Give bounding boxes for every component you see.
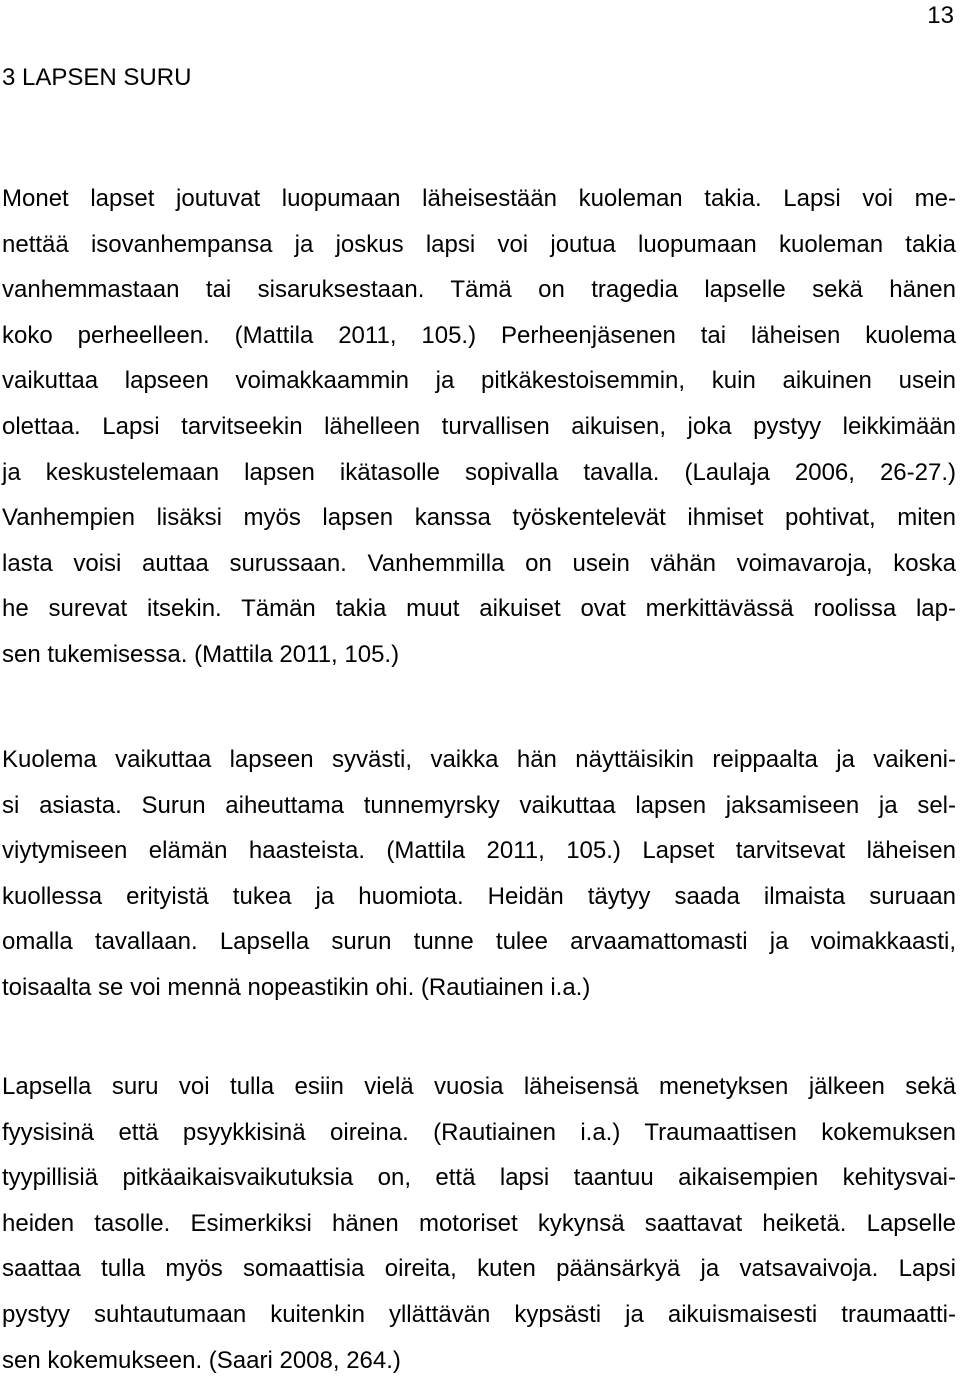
text-line: Monet lapset joutuvat luopumaan läheisestään kuoleman takia. Lapsi voi me- <box>2 185 956 212</box>
paragraph-1 <box>2 176 956 678</box>
text-line: he surevat itsekin. Tämän takia muut aikuiset ovat merkittävässä roolissa lap- <box>2 595 956 623</box>
text-line: si asiasta. Surun aiheuttama tunnemyrsky vaikuttaa lapsen jaksamiseen ja sel- <box>2 791 956 819</box>
paragraph-3 <box>2 1064 956 1383</box>
text-line: sen kokemukseen. (Saari 2008, 264.) <box>2 1346 401 1374</box>
chapter-heading: 3 LAPSEN SURU <box>2 64 192 91</box>
text-line: omalla tavallaan. Lapsella surun tunne tulee arvaamattomasti ja voimakkaasti, <box>2 928 956 956</box>
text-line: Lapsella suru voi tulla esiin vielä vuosia läheisensä menetyksen jälkeen sekä <box>2 1073 956 1100</box>
page-number: 13 <box>927 2 954 29</box>
text-line: vanhemmastaan tai sisaruksestaan. Tämä on tragedia lapselle sekä hänen <box>2 276 956 304</box>
text-line: heiden tasolle. Esimerkiksi hänen motoriset kykynsä saattavat heiketä. Lapselle <box>2 1209 956 1237</box>
text-line: sen tukemisessa. (Mattila 2011, 105.) <box>2 640 400 668</box>
text-line: nettää isovanhempansa ja joskus lapsi voi joutua luopumaan kuoleman takia <box>2 230 956 258</box>
text-line: Kuolema vaikuttaa lapseen syvästi, vaikka hän näyttäisikin reippaalta ja vaikeni- <box>2 746 956 773</box>
text-line: fyysisinä että psyykkisinä oireina. (Rautiainen i.a.) Traumaattisen kokemuksen <box>2 1118 956 1146</box>
text-line: Vanhempien lisäksi myös lapsen kanssa työskentelevät ihmiset pohtivat, miten <box>2 504 956 532</box>
text-line: tyypillisiä pitkäaikaisvaikutuksia on, että lapsi taantuu aikaisempien kehitysvai- <box>2 1164 956 1192</box>
text-line: koko perheelleen. (Mattila 2011, 105.) Perheenjäsenen tai läheisen kuolema <box>2 321 956 349</box>
text-line: kuollessa erityistä tukea ja huomiota. Heidän täytyy saada ilmaista suruaan <box>2 882 956 910</box>
text-line: pystyy suhtautumaan kuitenkin yllättävän kypsästi ja aikuismaisesti traumaatti- <box>2 1300 956 1328</box>
text-line: lasta voisi auttaa surussaan. Vanhemmilla on usein vähän voimavaroja, koska <box>2 549 956 577</box>
text-line: olettaa. Lapsi tarvitseekin lähelleen turvallisen aikuisen, joka pystyy leikkimään <box>2 412 956 440</box>
text-line: viytymiseen elämän haasteista. (Mattila 2011, 105.) Lapset tarvitsevat läheisen <box>2 837 956 865</box>
text-line: vaikuttaa lapseen voimakkaammin ja pitkäkestoisemmin, kuin aikuinen usein <box>2 367 956 395</box>
text-line: ja keskustelemaan lapsen ikätasolle sopivalla tavalla. (Laulaja 2006, 26-27.) <box>2 458 956 486</box>
text-line: saattaa tulla myös somaattisia oireita, kuten päänsärkyä ja vatsavaivoja. Lapsi <box>2 1255 956 1283</box>
text-line: toisaalta se voi mennä nopeastikin ohi. (Rautiainen i.a.) <box>2 973 591 1001</box>
paragraph-2 <box>2 737 956 1011</box>
